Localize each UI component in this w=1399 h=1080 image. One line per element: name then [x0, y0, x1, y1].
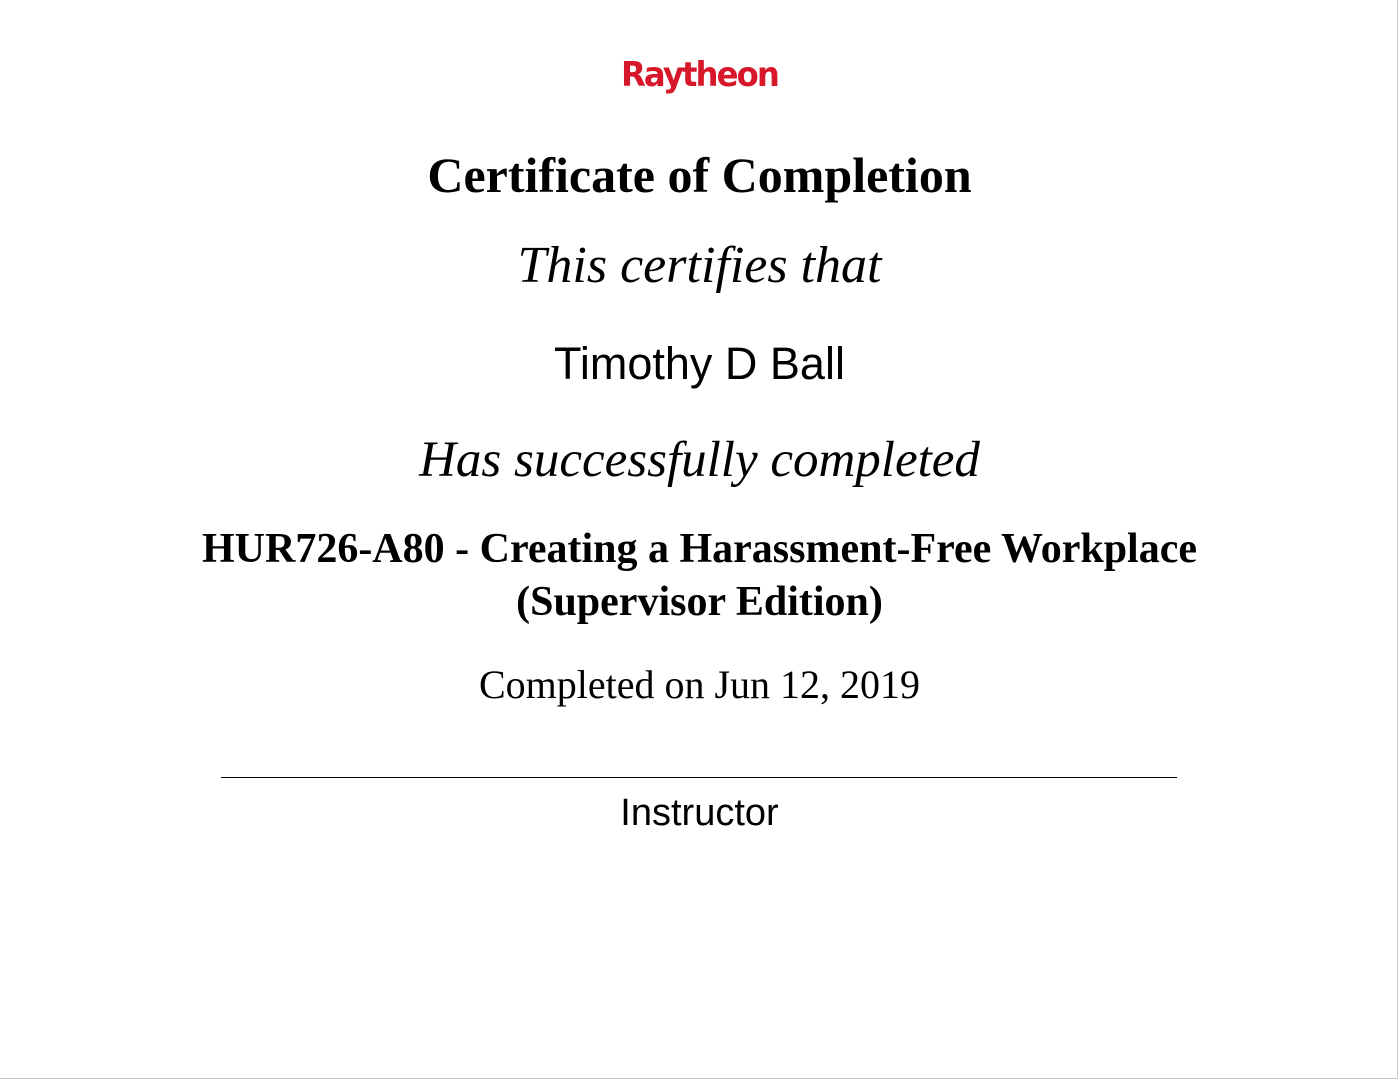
completion-statement: Has successfully completed — [419, 432, 980, 488]
certifies-text: This certifies that — [517, 237, 882, 294]
completion-date: Completed on Jun 12, 2019 — [478, 662, 921, 707]
course-title-line-1: HUR726-A80 - Creating a Harassment-Free Workplace — [201, 526, 1198, 572]
signature-line — [221, 777, 1177, 778]
raytheon-logo: Raytheon — [620, 55, 779, 95]
course-title-line-2: (Supervisor Edition) — [516, 579, 883, 625]
recipient-name: Timothy D Ball — [554, 338, 845, 389]
signature-label: Instructor — [620, 792, 779, 834]
certificate-title: Certificate of Completion — [427, 147, 972, 203]
course-title — [100, 523, 1299, 629]
